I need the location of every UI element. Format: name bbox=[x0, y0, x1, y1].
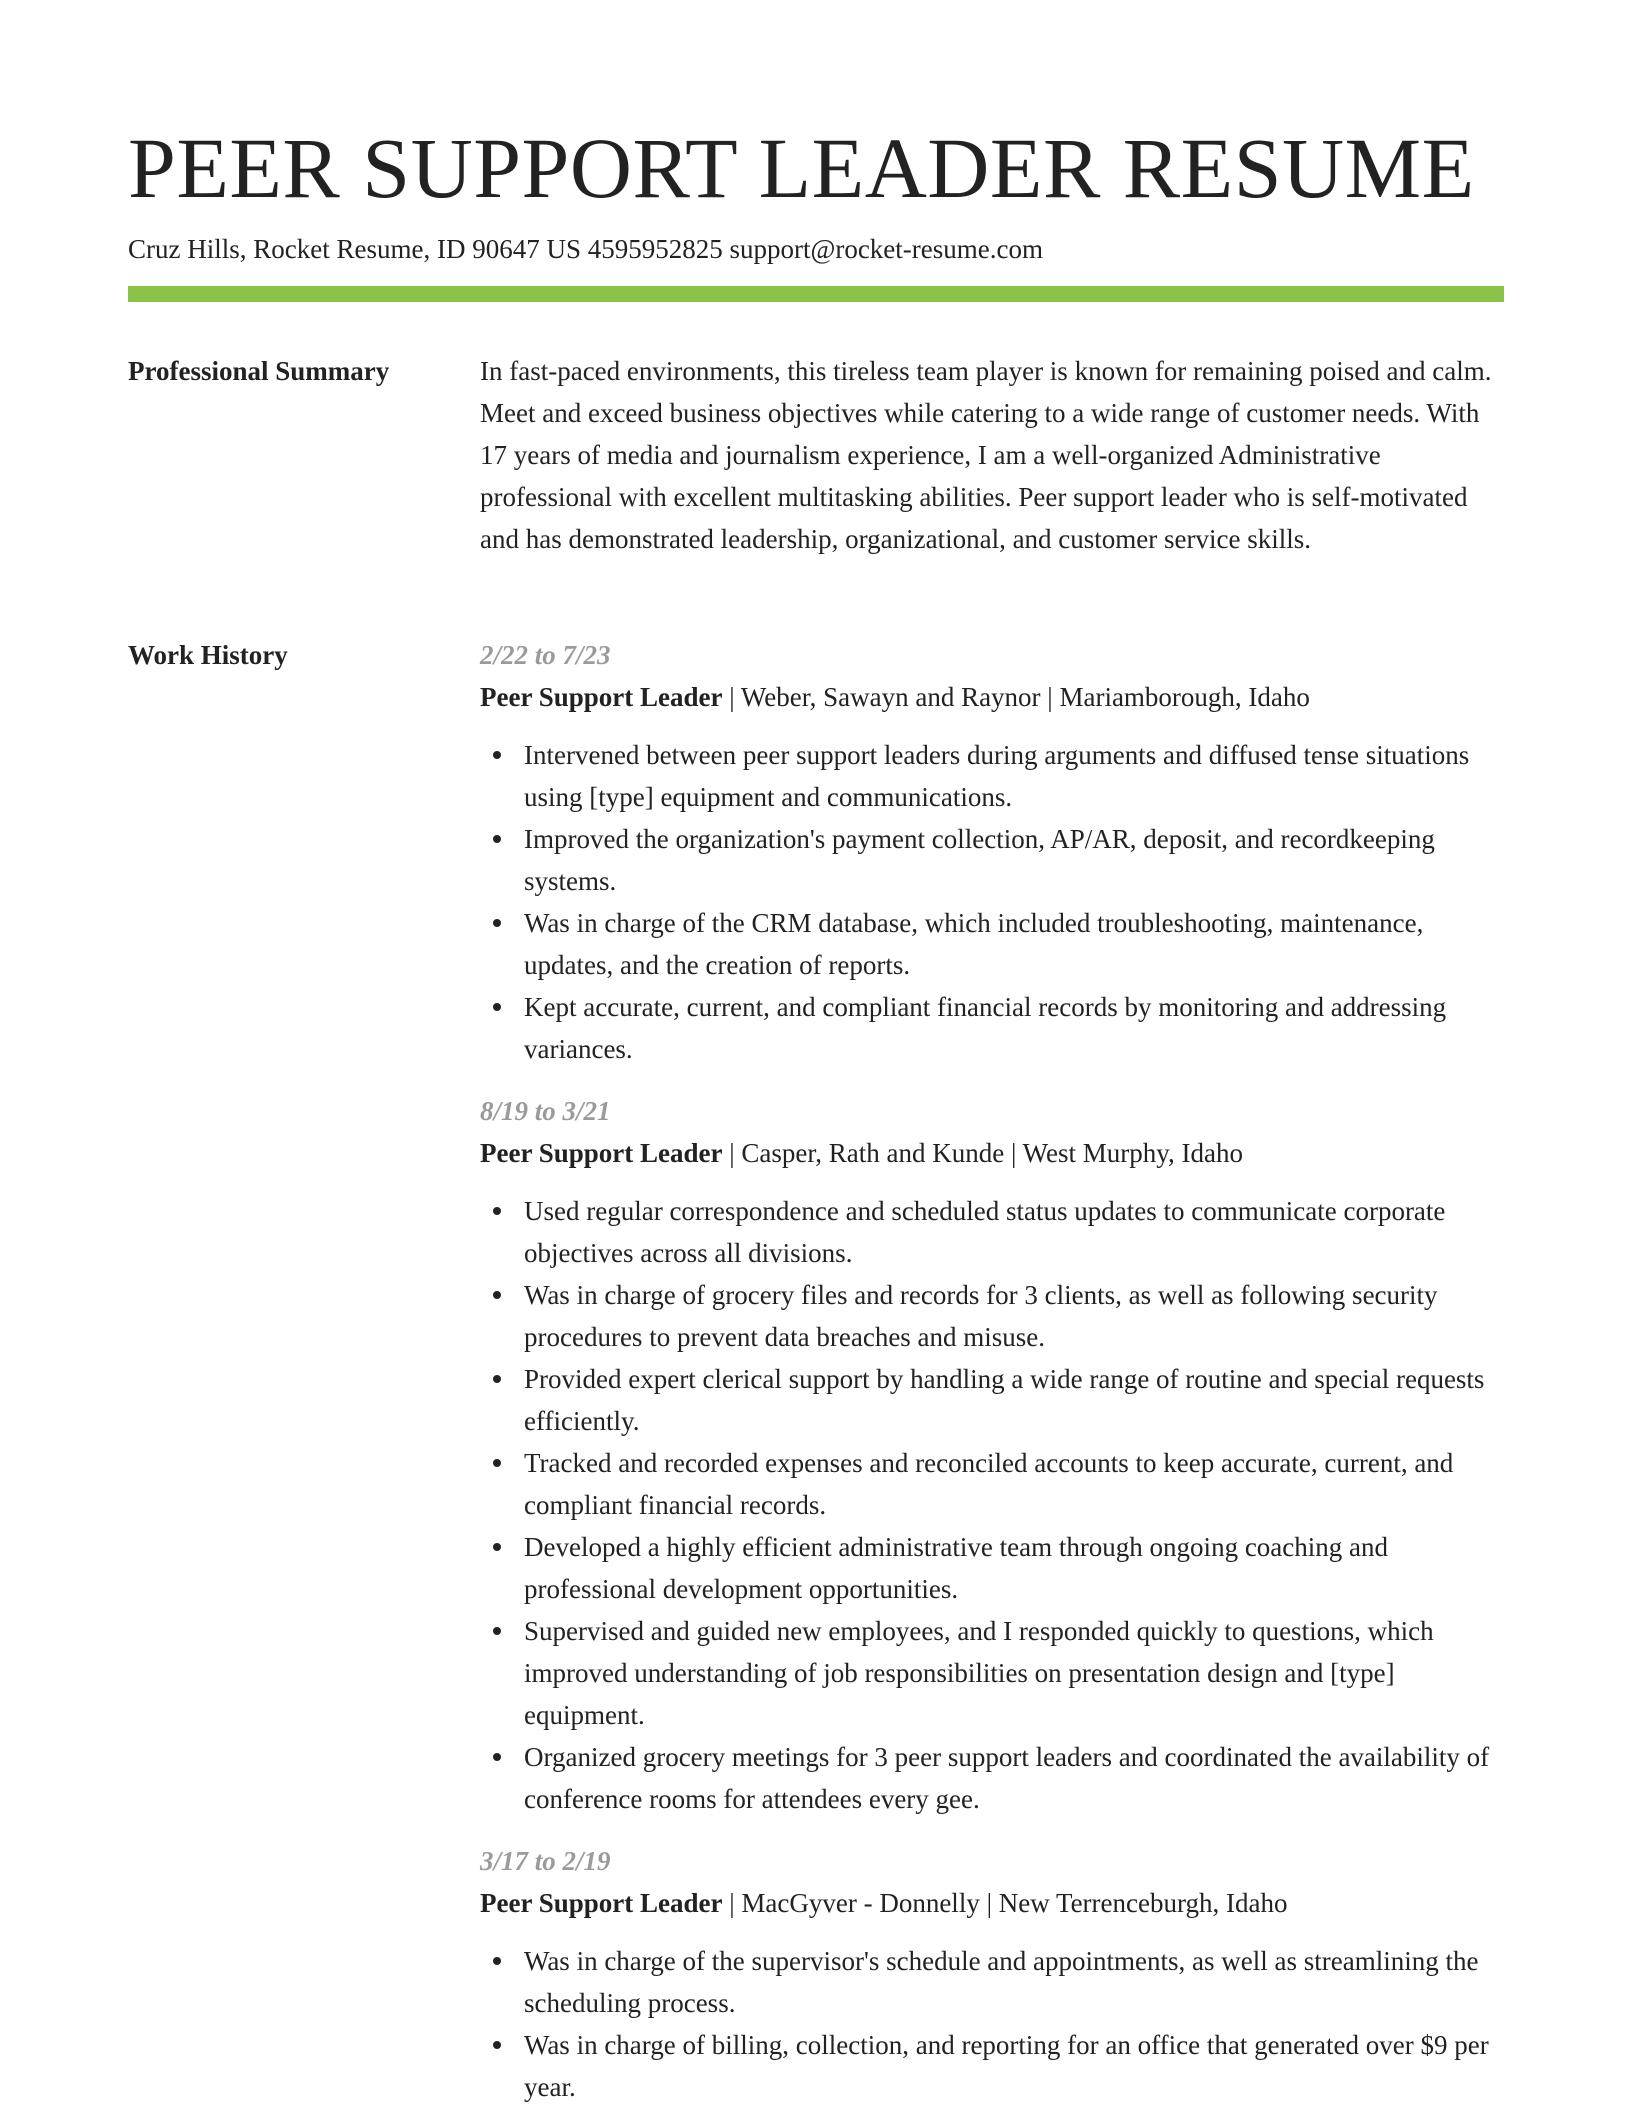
job-dates: 3/17 to 2/19 bbox=[480, 1846, 611, 1876]
job-bullet-text: Supervised and guided new employees, and I responded quickly to questions, which improved understanding of job responsibilities on presentation design and [type] equipment. bbox=[524, 1616, 1434, 1730]
job-bullet-list bbox=[480, 734, 1504, 1070]
job-bullet-text: Developed a highly efficient administrative team through ongoing coaching and professional development opportunities. bbox=[524, 1532, 1388, 1604]
job-dates: 2/22 to 7/23 bbox=[480, 640, 611, 670]
job-bullet-item bbox=[480, 1940, 1504, 2024]
job-bullet-text: Intervened between peer support leaders during arguments and diffused tense situations using [type] equipment and communications. bbox=[524, 740, 1470, 812]
job-bullet-item bbox=[480, 1358, 1504, 1442]
job-bullet-text: Tracked and recorded expenses and reconciled accounts to keep accurate, current, and compliant financial records. bbox=[524, 1448, 1454, 1520]
job-employer-location: | MacGyver - Donnelly | New Terrenceburgh, Idaho bbox=[722, 1888, 1288, 1918]
job-title: Peer Support Leader bbox=[480, 1888, 723, 1918]
summary-body bbox=[480, 350, 1504, 560]
job-heading bbox=[480, 1132, 1504, 1174]
job-bullet-text: Organized grocery meetings for 3 peer support leaders and coordinated the availability of conference rooms for attendees every gee. bbox=[524, 1742, 1490, 1814]
job-bullet-text: Provided expert clerical support by handling a wide range of routine and special requests efficiently. bbox=[524, 1364, 1485, 1436]
bullet-icon bbox=[493, 1957, 501, 1965]
bullet-icon bbox=[493, 1291, 501, 1299]
bullet-icon bbox=[493, 1627, 501, 1635]
job-heading bbox=[480, 1882, 1504, 1924]
bullet-icon bbox=[493, 835, 501, 843]
section-label-work-history: Work History bbox=[128, 640, 288, 670]
job-bullet-text: Improved the organization's payment collection, AP/AR, deposit, and recordkeeping systems. bbox=[524, 824, 1435, 896]
job-bullet-text: Was in charge of the CRM database, which included troubleshooting, maintenance, updates, and the creation of reports. bbox=[524, 908, 1424, 980]
job-bullet-text: Was in charge of the supervisor's schedule and appointments, as well as streamlining the scheduling process. bbox=[524, 1946, 1479, 2018]
job-entry bbox=[480, 634, 1504, 1070]
resume-title: PEER SUPPORT LEADER RESUME bbox=[128, 120, 1475, 216]
job-entry bbox=[480, 1090, 1504, 1820]
job-bullet-item bbox=[480, 1526, 1504, 1610]
bullet-icon bbox=[493, 751, 501, 759]
job-bullet-list bbox=[480, 1190, 1504, 1820]
job-title: Peer Support Leader bbox=[480, 1138, 723, 1168]
accent-divider bbox=[128, 286, 1504, 302]
job-entry bbox=[480, 1840, 1504, 2108]
job-bullet-text: Kept accurate, current, and compliant financial records by monitoring and addressing variances. bbox=[524, 992, 1447, 1064]
job-bullet-item bbox=[480, 1274, 1504, 1358]
job-employer-location: | Weber, Sawayn and Raynor | Mariamborough, Idaho bbox=[722, 682, 1310, 712]
job-bullet-item bbox=[480, 734, 1504, 818]
bullet-icon bbox=[493, 2041, 501, 2049]
section-label-summary: Professional Summary bbox=[128, 356, 390, 386]
job-employer-location: | Casper, Rath and Kunde | West Murphy, Idaho bbox=[722, 1138, 1243, 1168]
bullet-icon bbox=[493, 1543, 501, 1551]
work-history-body bbox=[480, 634, 1504, 2128]
bullet-icon bbox=[493, 1207, 501, 1215]
job-bullet-item bbox=[480, 2024, 1504, 2108]
job-bullet-text: Was in charge of grocery files and records for 3 clients, as well as following security procedures to prevent data breaches and misuse. bbox=[524, 1280, 1438, 1352]
bullet-icon bbox=[493, 1375, 501, 1383]
job-bullet-list bbox=[480, 1940, 1504, 2108]
job-title: Peer Support Leader bbox=[480, 682, 723, 712]
bullet-icon bbox=[493, 1753, 501, 1761]
bullet-icon bbox=[493, 919, 501, 927]
contact-line: Cruz Hills, Rocket Resume, ID 90647 US 4595952825 support@rocket-resume.com bbox=[128, 234, 1043, 264]
job-bullet-item bbox=[480, 902, 1504, 986]
job-dates: 8/19 to 3/21 bbox=[480, 1096, 611, 1126]
summary-text: In fast-paced environments, this tireless team player is known for remaining poised and calm. Meet and exceed business objectives while catering to a wide range of customer needs. With 17 years of media and journalism experience, I am a well-organized Administrative professional with excellent multitasking abilities. Peer support leader who is self-motivated and has demonstrated leadership, organizational, and customer service skills. bbox=[480, 356, 1492, 554]
job-bullet-text: Was in charge of billing, collection, and reporting for an office that generated over $9 per year. bbox=[524, 2030, 1489, 2102]
job-bullet-item bbox=[480, 986, 1504, 1070]
bullet-icon bbox=[493, 1003, 501, 1011]
bullet-icon bbox=[493, 1459, 501, 1467]
job-bullet-item bbox=[480, 1442, 1504, 1526]
job-bullet-item bbox=[480, 818, 1504, 902]
job-bullet-item bbox=[480, 1610, 1504, 1736]
job-bullet-item bbox=[480, 1736, 1504, 1820]
job-bullet-item bbox=[480, 1190, 1504, 1274]
job-bullet-text: Used regular correspondence and scheduled status updates to communicate corporate objectives across all divisions. bbox=[524, 1196, 1446, 1268]
job-heading bbox=[480, 676, 1504, 718]
